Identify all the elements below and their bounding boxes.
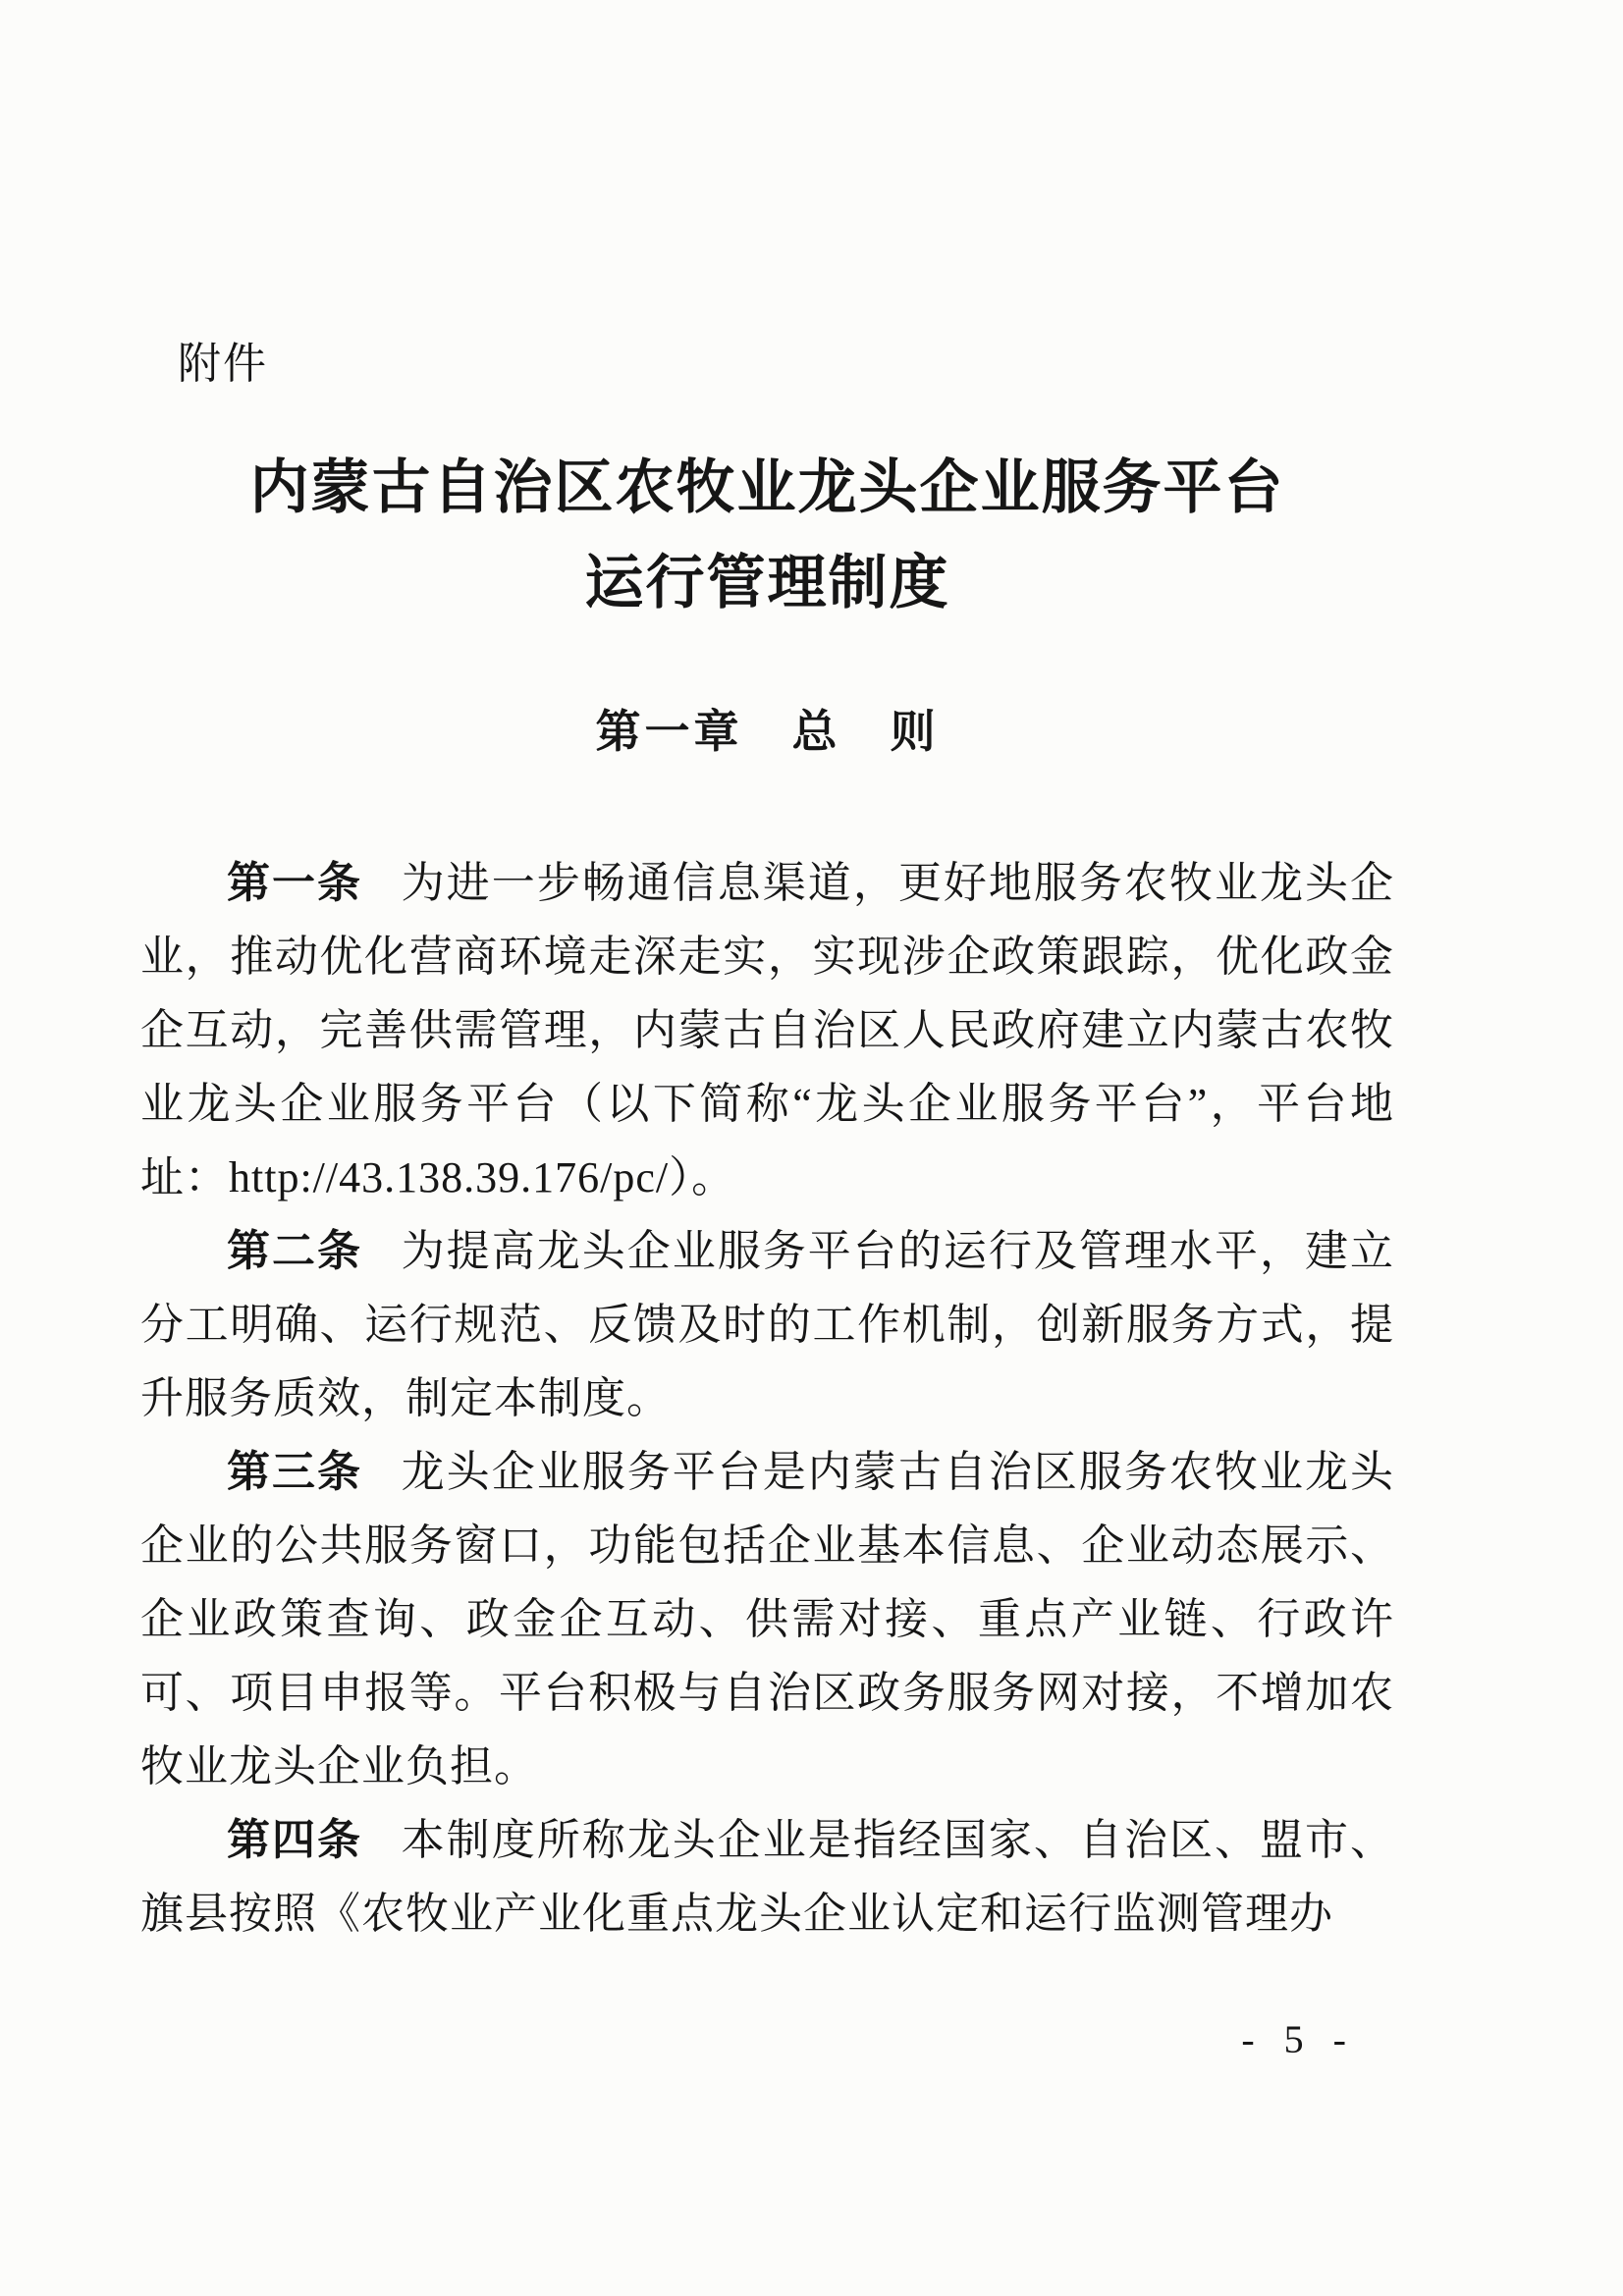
article-4-text: 本制度所称龙头企业是指经国家、自治区、盟市、旗县按照《农牧业产业化重点龙头企业认定和运行监测管理办 [140,1816,1395,1938]
article-1-text: 为进一步畅通信息渠道，更好地服务农牧业龙头企业，推动优化营商环境走深走实，实现涉企政策跟踪，优化政金企互动，完善供需管理，内蒙古自治区人民政府建立内蒙古农牧业龙头企业服务平台（以下简称“龙头企业服务平台”，平台地址：http://43.138.39.176/pc/）。 [140,859,1395,1201]
article-1-label: 第一条 [227,859,363,907]
document-title [140,441,1394,631]
article-2-paragraph [140,1214,1394,1435]
article-4-label: 第四条 [227,1816,363,1864]
article-2-label: 第二条 [227,1227,363,1275]
article-1-paragraph [140,846,1394,1214]
article-3-label: 第三条 [227,1448,363,1496]
document-title-line-2: 运行管理制度 [584,551,950,615]
article-2-text: 为提高龙头企业服务平台的运行及管理水平，建立分工明确、运行规范、反馈及时的工作机制，创新服务方式，提升服务质效，制定本制度。 [140,1227,1395,1422]
article-4-paragraph [140,1803,1394,1950]
document-body [140,846,1394,1950]
document-title-line-1: 内蒙古自治区农牧业龙头企业服务平台 [249,455,1285,520]
chapter-heading: 第一章 总 则 [595,706,940,757]
attachment-label: 附件 [178,340,268,388]
article-3-paragraph [140,1435,1394,1803]
article-3-text: 龙头企业服务平台是内蒙古自治区服务农牧业龙头企业的公共服务窗口，功能包括企业基本信息、企业动态展示、企业政策查询、政金企互动、供需对接、重点产业链、行政许可、项目申报等。平台积极与自治区政务服务网对接，不增加农牧业龙头企业负担。 [140,1448,1395,1790]
page-number: - 5 - [1241,2017,1356,2061]
